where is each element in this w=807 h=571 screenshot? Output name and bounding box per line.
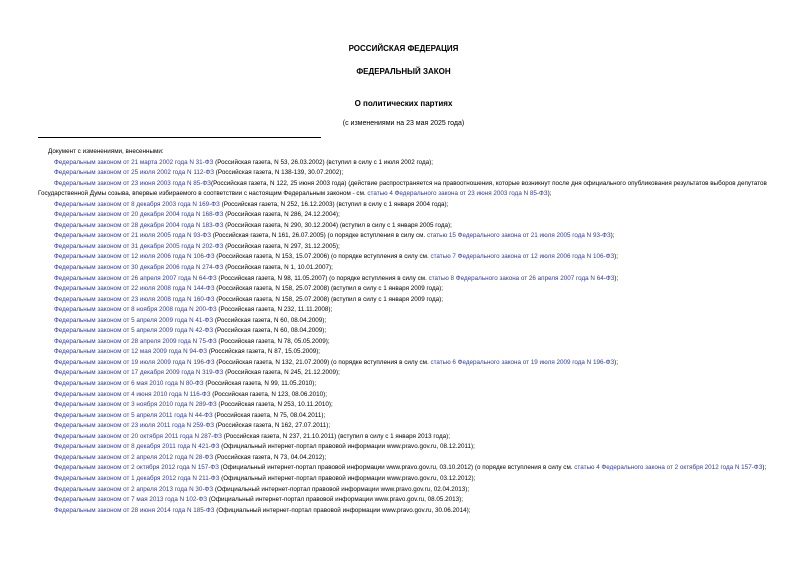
amendment-source-text: (Российская газета, N 162, 27.07.2011); bbox=[214, 422, 331, 430]
amendment-item bbox=[38, 221, 773, 232]
amendment-source-text: (Российская газета, N 75, 08.04.2011); bbox=[212, 411, 326, 419]
amendments-list bbox=[38, 147, 773, 516]
amendment-item bbox=[38, 453, 773, 464]
amendment-source-text: (Российская газета, N 123, 08.06.2010); bbox=[210, 390, 327, 398]
effective-article-link[interactable]: статью 7 Федерального закона от 12 июля 2006 года N 106-ФЗ bbox=[430, 253, 615, 261]
amendment-source-text: (Официальный интернет-портал правовой информации www.pravo.gov.ru, 08.05.2013); bbox=[207, 496, 464, 504]
amendment-item bbox=[38, 284, 773, 295]
amendments-intro: Документ с изменениями, внесенными: bbox=[48, 148, 164, 155]
amendment-item bbox=[38, 316, 773, 327]
amendment-item bbox=[38, 337, 773, 348]
amendment-source-text: (Российская газета, N 253, 10.11.2010); bbox=[216, 401, 333, 409]
amendment-source-text: (Российская газета, N 245, 21.12.2009); bbox=[223, 369, 340, 377]
amendment-item bbox=[38, 179, 773, 200]
amendment-source-text: (Российская газета, N 78, 05.05.2009); bbox=[216, 337, 330, 345]
amendment-item bbox=[38, 506, 773, 517]
amendment-source-text: (Российская газета, N 158, 25.07.2008) (вступил в силу с 1 января 2009 года); bbox=[214, 285, 444, 293]
amendment-source-text: (Официальный интернет-портал правовой информации www.pravo.gov.ru, 08.12.2011); bbox=[219, 443, 475, 451]
amendment-law-link[interactable]: Федеральным законом от 12 июля 2006 года N 106-ФЗ bbox=[54, 253, 215, 261]
amendment-item bbox=[38, 158, 773, 169]
amendment-item bbox=[38, 368, 773, 379]
amendment-source-text: (Российская газета, N 138-139, 30.07.2002); bbox=[214, 169, 344, 177]
amendment-item bbox=[38, 411, 773, 422]
amendment-item bbox=[38, 463, 773, 474]
amendment-law-link[interactable]: Федеральным законом от 5 апреля 2011 года N 44-ФЗ bbox=[54, 411, 213, 419]
amendment-item bbox=[38, 421, 773, 432]
amendment-item bbox=[38, 400, 773, 411]
amendment-law-link[interactable]: Федеральным законом от 28 июня 2014 года N 185-ФЗ bbox=[54, 506, 215, 514]
amendment-source-text: (Российская газета, N 290, 30.12.2004) (вступил в силу с 1 января 2005 года); bbox=[223, 221, 452, 229]
amendment-law-link[interactable]: Федеральным законом от 17 декабря 2009 года N 319-ФЗ bbox=[54, 369, 224, 377]
amendment-tail-text: ); bbox=[547, 190, 552, 198]
amendment-source-text: (Российская газета, N 232, 11.11.2008); bbox=[216, 306, 333, 314]
amendment-law-link[interactable]: Федеральным законом от 20 октября 2011 года N 287-ФЗ bbox=[54, 432, 222, 440]
effective-article-link[interactable]: статью 6 Федерального закона от 19 июля 2009 года N 196-ФЗ bbox=[430, 358, 615, 366]
effective-article-link[interactable]: статью 8 Федерального закона от 26 апреля 2007 года N 64-ФЗ bbox=[428, 274, 615, 282]
amendment-item bbox=[38, 495, 773, 506]
amendment-law-link[interactable]: Федеральным законом от 8 ноября 2008 года N 200-ФЗ bbox=[54, 306, 217, 314]
amendment-source-text: (Российская газета, N 122, 25 июня 2003 года) (действие распространяется на правоотношения, которые возникнут после дня официального опубликования результатов выборов депутатов Государственной Думы созыва, впервые избираемого в соответствии с настоящим Федеральным законом - см. bbox=[38, 179, 767, 198]
amendment-law-link[interactable]: Федеральным законом от 2 апреля 2012 года N 28-ФЗ bbox=[54, 453, 214, 461]
amendment-item bbox=[38, 442, 773, 453]
amendment-source-text: (Российская газета, N 73, 04.04.2012); bbox=[213, 453, 327, 461]
amendment-item bbox=[38, 358, 773, 369]
amendment-law-link[interactable]: Федеральным законом от 26 апреля 2007 года N 64-ФЗ bbox=[54, 274, 217, 282]
amendment-tail-text: ); bbox=[614, 358, 619, 366]
amendment-tail-text: ); bbox=[614, 253, 619, 261]
amendment-item bbox=[38, 326, 773, 337]
amendment-source-text: (Российская газета, N 252, 16.12.2003) (вступил в силу с 1 января 2004 года); bbox=[219, 200, 449, 208]
amendment-item bbox=[38, 379, 773, 390]
amendment-source-text: (Российская газета, N 99, 11.05.2010); bbox=[203, 380, 317, 388]
amendment-source-text: (Российская газета, N 98, 11.05.2007) (о порядке вступления в силу см. bbox=[216, 274, 429, 282]
amendment-source-text: (Российская газета, N 87, 15.05.2009); bbox=[207, 348, 321, 356]
amendment-source-text: (Российская газета, N 1, 10.01.2007); bbox=[223, 264, 333, 272]
amendment-item bbox=[38, 242, 773, 253]
amendment-source-text: (Официальный интернет-портал правовой информации www.pravo.gov.ru, 02.04.2013); bbox=[213, 485, 470, 493]
amendment-law-link[interactable]: Федеральным законом от 2 апреля 2013 года N 30-ФЗ bbox=[54, 485, 214, 493]
amendment-tail-text: ); bbox=[610, 232, 615, 240]
amendment-source-text: (Официальный интернет-портал правовой информации www.pravo.gov.ru, 03.12.2012); bbox=[219, 474, 476, 482]
amendment-law-link[interactable]: Федеральным законом от 23 июня 2003 года N 85-ФЗ bbox=[54, 179, 211, 187]
law-type-heading: ФЕДЕРАЛЬНЫЙ ЗАКОН bbox=[356, 67, 451, 76]
effective-article-link[interactable]: статью 4 Федерального закона от 2 октября 2012 года N 157-ФЗ bbox=[574, 464, 763, 472]
amendment-law-link[interactable]: Федеральным законом от 2 октября 2012 года N 157-ФЗ bbox=[54, 464, 219, 472]
amendment-source-text: (Российская газета, N 286, 24.12.2004); bbox=[223, 211, 340, 219]
amendment-item bbox=[38, 295, 773, 306]
amendment-law-link[interactable]: Федеральным законом от 21 марта 2002 года N 31-ФЗ bbox=[54, 158, 214, 166]
amendment-source-text: (Российская газета, N 158, 25.07.2008) (вступил в силу с 1 января 2009 года); bbox=[214, 295, 444, 303]
amendment-item bbox=[38, 168, 773, 179]
amendment-law-link[interactable]: Федеральным законом от 25 июля 2002 года N 112-ФЗ bbox=[54, 169, 215, 177]
amendment-item bbox=[38, 432, 773, 443]
amendment-law-link[interactable]: Федеральным законом от 31 декабря 2005 года N 202-ФЗ bbox=[54, 242, 224, 250]
amendment-source-text: (Российская газета, N 161, 26.07.2005) (о порядке вступления в силу см. bbox=[211, 232, 427, 240]
country-heading: РОССИЙСКАЯ ФЕДЕРАЦИЯ bbox=[348, 44, 459, 53]
amendment-source-text: (Российская газета, N 297, 31.12.2005); bbox=[223, 242, 340, 250]
separator-rule bbox=[38, 137, 321, 138]
amendment-item bbox=[38, 474, 773, 485]
document-title: О политических партиях bbox=[354, 99, 453, 108]
amendment-law-link[interactable]: Федеральным законом от 22 июля 2008 года N 144-ФЗ bbox=[54, 285, 215, 293]
amendment-law-link[interactable]: Федеральным законом от 20 декабря 2004 года N 168-ФЗ bbox=[54, 211, 224, 219]
amendment-item bbox=[38, 200, 773, 211]
amendment-source-text: (Официальный интернет-портал правовой информации www.pravo.gov.ru, 30.06.2014); bbox=[214, 506, 471, 514]
amendment-item bbox=[38, 263, 773, 274]
amendment-law-link[interactable]: Федеральным законом от 8 декабря 2003 года N 169-ФЗ bbox=[54, 200, 220, 208]
amendment-source-text: (Официальный интернет-портал правовой информации www.pravo.gov.ru, 03.10.2012) (о порядке вступления в силу см. bbox=[218, 464, 575, 472]
amendment-law-link[interactable]: Федеральным законом от 3 ноября 2010 года N 289-ФЗ bbox=[54, 401, 217, 409]
amendment-item bbox=[38, 252, 773, 263]
amendment-tail-text: ); bbox=[614, 274, 619, 282]
amendment-source-text: (Российская газета, N 60, 08.04.2009); bbox=[213, 327, 327, 335]
amendment-law-link[interactable]: Федеральным законом от 6 мая 2010 года N 80-ФЗ bbox=[54, 380, 204, 388]
amendment-source-text: (Российская газета, N 153, 15.07.2006) (о порядке вступления в силу см. bbox=[214, 253, 431, 261]
amendment-law-link[interactable]: Федеральным законом от 8 декабря 2011 года N 421-ФЗ bbox=[54, 443, 220, 451]
revision-note: (с изменениями на 23 мая 2025 года) bbox=[342, 120, 465, 127]
amendment-law-link[interactable]: Федеральным законом от 30 декабря 2006 года N 274-ФЗ bbox=[54, 264, 224, 272]
amendment-law-link[interactable]: Федеральным законом от 4 июня 2010 года N 116-ФЗ bbox=[54, 390, 211, 398]
amendment-law-link[interactable]: Федеральным законом от 5 апреля 2009 года N 41-ФЗ bbox=[54, 316, 214, 324]
amendment-law-link[interactable]: Федеральным законом от 19 июля 2009 года N 196-ФЗ bbox=[54, 358, 215, 366]
amendment-item bbox=[38, 485, 773, 496]
amendment-law-link[interactable]: Федеральным законом от 28 апреля 2009 года N 75-ФЗ bbox=[54, 337, 217, 345]
effective-article-link[interactable]: статью 4 Федерального закона от 23 июня 2003 года N 85-ФЗ bbox=[367, 190, 548, 198]
amendment-item bbox=[38, 274, 773, 285]
amendment-item bbox=[38, 390, 773, 401]
amendment-source-text: (Российская газета, N 237, 21.10.2011) (вступил в силу с 1 января 2013 года); bbox=[221, 432, 450, 440]
amendment-source-text: (Российская газета, N 132, 21.07.2009) (о порядке вступления в силу см. bbox=[214, 358, 431, 366]
amendment-item bbox=[38, 231, 773, 242]
amendment-law-link[interactable]: Федеральным законом от 5 апреля 2009 года N 42-ФЗ bbox=[54, 327, 214, 335]
amendment-item bbox=[38, 305, 773, 316]
amendment-source-text: (Российская газета, N 53, 26.03.2002) (вступил в силу с 1 июля 2002 года); bbox=[213, 158, 434, 166]
amendment-law-link[interactable]: Федеральным законом от 23 июля 2011 года N 259-ФЗ bbox=[54, 422, 215, 430]
amendment-law-link[interactable]: Федеральным законом от 28 декабря 2004 года N 183-ФЗ bbox=[54, 221, 224, 229]
amendment-law-link[interactable]: Федеральным законом от 21 июля 2005 года N 93-ФЗ bbox=[54, 232, 212, 240]
amendment-law-link[interactable]: Федеральным законом от 23 июля 2008 года N 160-ФЗ bbox=[54, 295, 215, 303]
amendment-source-text: (Российская газета, N 60, 08.04.2009); bbox=[213, 316, 327, 324]
amendment-law-link[interactable]: Федеральным законом от 1 декабря 2012 года N 211-ФЗ bbox=[54, 474, 220, 482]
amendment-item bbox=[38, 210, 773, 221]
effective-article-link[interactable]: статью 15 Федерального закона от 21 июля 2005 года N 93-ФЗ bbox=[426, 232, 611, 240]
amendment-item bbox=[38, 347, 773, 358]
amendment-law-link[interactable]: Федеральным законом от 7 мая 2013 года N 102-ФЗ bbox=[54, 496, 208, 504]
amendment-tail-text: ); bbox=[762, 464, 767, 472]
amendment-law-link[interactable]: Федеральным законом от 12 мая 2009 года N 94-ФЗ bbox=[54, 348, 208, 356]
